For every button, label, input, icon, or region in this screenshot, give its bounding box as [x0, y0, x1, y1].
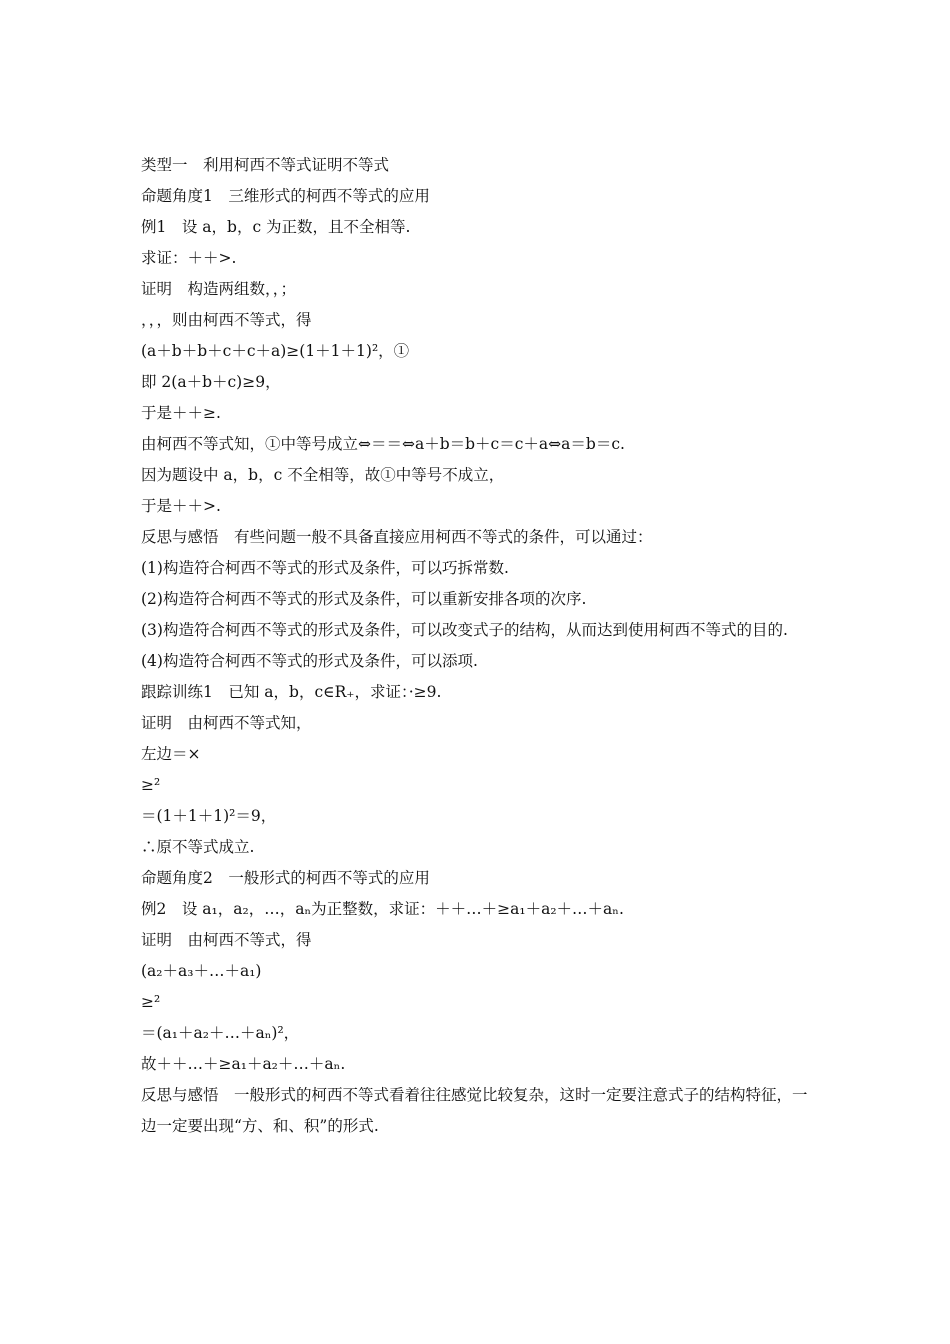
- example-statement: 例1 设 a，b，c 为正数，且不全相等.: [141, 218, 411, 236]
- proof-line: 故＋＋…＋≥a₁＋a₂＋…＋aₙ.: [141, 1055, 346, 1073]
- proof-goal: 求证：＋＋>.: [141, 249, 237, 267]
- proof-line: 证明 构造两组数，，；: [141, 280, 297, 298]
- proof-line: 因为题设中 a，b，c 不全相等，故①中等号不成立，: [141, 466, 505, 484]
- reflection-item: (4)构造符合柯西不等式的形式及条件，可以添项.: [141, 652, 478, 670]
- proof-line: ＝(a₁＋a₂＋…＋aₙ)²，: [141, 1024, 300, 1042]
- proof-line: (a＋b＋b＋c＋c＋a)≥(1＋1＋1)²，①: [141, 342, 410, 360]
- document-body: [141, 150, 821, 1142]
- proof-line: 即 2(a＋b＋c)≥9，: [141, 373, 281, 391]
- proof-line: 左边＝×: [141, 745, 201, 763]
- subsection-heading: 命题角度1 三维形式的柯西不等式的应用: [141, 187, 430, 205]
- proof-line: 于是＋＋≥.: [141, 404, 221, 422]
- proof-line: 于是＋＋>.: [141, 497, 221, 515]
- reflection-paragraph: 反思与感悟 一般形式的柯西不等式看着往往感觉比较复杂，这时一定要注意式子的结构特征，一边一定要出现“方、和、积”的形式.: [141, 1086, 808, 1135]
- proof-line: (a₂＋a₃＋…＋a₁): [141, 962, 262, 980]
- proof-line: ≥²: [141, 776, 161, 794]
- proof-line: ≥²: [141, 993, 161, 1011]
- proof-line: ，，，则由柯西不等式，得: [141, 311, 312, 329]
- proof-line: 证明 由柯西不等式知，: [141, 714, 312, 732]
- reflection-item: (1)构造符合柯西不等式的形式及条件，可以巧拆常数.: [141, 559, 509, 577]
- proof-line: ∴原不等式成立.: [141, 838, 255, 856]
- proof-line: 由柯西不等式知，①中等号成立⇔＝＝⇔a＋b＝b＋c＝c＋a⇔a＝b＝c.: [141, 435, 625, 453]
- proof-line: ＝(1＋1＋1)²＝9，: [141, 807, 277, 825]
- proof-line: 证明 由柯西不等式，得: [141, 931, 312, 949]
- section-heading: 类型一 利用柯西不等式证明不等式: [141, 156, 390, 174]
- reflection-item: (2)构造符合柯西不等式的形式及条件，可以重新安排各项的次序.: [141, 590, 587, 608]
- example-statement: 例2 设 a₁，a₂，…，aₙ为正整数，求证：＋＋…＋≥a₁＋a₂＋…＋aₙ.: [141, 900, 624, 918]
- reflection-paragraph: 反思与感悟 有些问题一般不具备直接应用柯西不等式的条件，可以通过：: [141, 528, 653, 546]
- exercise-statement: 跟踪训练1 已知 a，b，c∈R₊，求证：·≥9.: [141, 683, 442, 701]
- subsection-heading: 命题角度2 一般形式的柯西不等式的应用: [141, 869, 430, 887]
- reflection-item: (3)构造符合柯西不等式的形式及条件，可以改变式子的结构，从而达到使用柯西不等式的目的.: [141, 621, 788, 639]
